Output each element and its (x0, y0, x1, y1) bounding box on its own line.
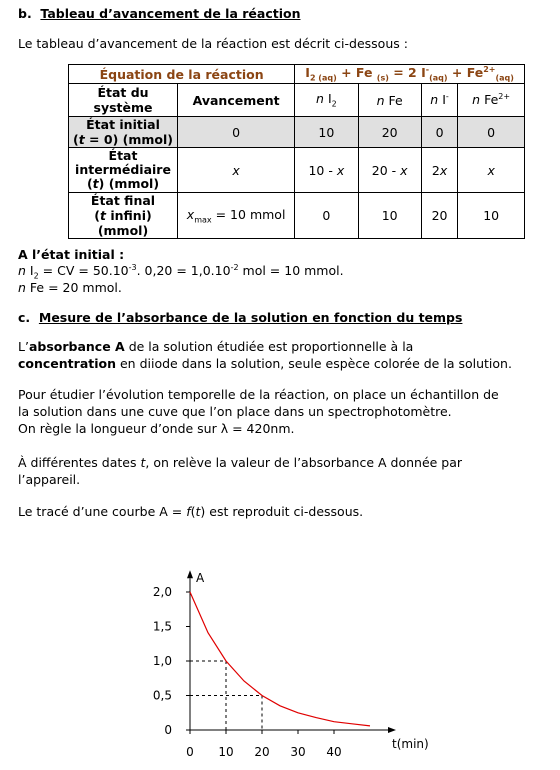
header-n-fe: n Fe (358, 84, 421, 117)
row-intermediate-label: État intermédiaire (t) (mmol) (69, 148, 178, 193)
equation-label: Équation de la réaction (69, 65, 295, 84)
y-axis-arrow (187, 570, 193, 578)
initial-state-heading: A l’état initial : (18, 247, 125, 262)
row-final-cell: 0 (295, 193, 358, 239)
header-n-fe2: n $Fe^{2+}$ (458, 84, 525, 117)
row-intermediate-avancement: x (178, 148, 295, 193)
progress-table (68, 64, 525, 239)
paragraph-spectro: Pour étudier l’évolution temporelle de la réaction, on place un échantillon de la solution dans une cuve que l’on place dans un spectrophotomètre. On règle la longueur d’onde sur λ = 420nm. (18, 387, 499, 436)
table-intro: Le tableau d’avancement de la réaction est décrit ci-dessous : (18, 36, 408, 51)
row-intermediate-cell: 2x (421, 148, 457, 193)
x-axis-arrow (388, 727, 396, 733)
absorbance-curve (190, 592, 370, 726)
section-c-letter: c. (18, 310, 31, 325)
section-b-letter: b. (18, 6, 32, 21)
initial-state-line1: n $I_2$ = CV = $50.10^{-3}$. $0,20 = 1,0.10^{-2}$ mol = 10 mmol. (18, 263, 344, 281)
y-axis-label: A (196, 571, 205, 586)
header-n-iminus: n I- (421, 84, 457, 117)
header-n-i2: n $I_2$ (295, 84, 358, 117)
x-tick-label: 40 (326, 745, 342, 759)
row-initial-cell: 0 (421, 117, 457, 148)
y-tick-label: 0 (164, 723, 172, 737)
header-avancement: Avancement (178, 84, 295, 117)
header-etat: État du système (69, 84, 178, 117)
x-tick-label: 10 (218, 745, 234, 759)
row-intermediate-cell: 20 - x (358, 148, 421, 193)
section-c-title: Mesure de l’absorbance de la solution en fonction du temps (38, 310, 463, 325)
equation: $I_{2 (aq)} + Fe$ $_{(s)}$ = 2 $I^-_{(aq)} + Fe^{2+}_{(aq)}$ (295, 65, 525, 84)
row-final-cell: 10 (458, 193, 525, 239)
x-tick-label: 30 (290, 745, 306, 759)
row-initial-label: État initial (t = 0) (mmol) (69, 117, 178, 148)
row-final-cell: 10 (358, 193, 421, 239)
x-tick-label: 20 (254, 745, 270, 759)
section-b-title: Tableau d’avancement de la réaction (40, 6, 301, 21)
row-initial-cell: 10 (295, 117, 358, 148)
paragraph-dates: À différentes dates t, on relève la valeur de l’absorbance A donnée par l’appareil. (18, 455, 463, 487)
row-initial-avancement: 0 (178, 117, 295, 148)
row-intermediate-cell: x (458, 148, 525, 193)
x-axis-label: t(min) (392, 737, 429, 751)
paragraph-curve: Le tracé d’une courbe A = f(t) est reproduit ci-dessous. (18, 504, 364, 519)
section-b-heading (18, 6, 300, 21)
y-tick-label: 1,0 (152, 654, 172, 668)
section-c-heading (18, 310, 462, 325)
y-tick-label: 2,0 (152, 585, 172, 599)
row-intermediate-cell: 10 - x (295, 148, 358, 193)
row-initial-cell: 0 (458, 117, 525, 148)
y-tick-label: 1,5 (152, 619, 172, 634)
paragraph-absorbance: L’absorbance A de la solution étudiée est proportionnelle à la concentration en diiode dans la solution, seule espèce colorée de la solution. (18, 339, 512, 371)
row-final-avancement: $x_{max} = 10$ mmol (178, 193, 295, 239)
y-tick-label: 0,5 (152, 688, 172, 703)
x-tick-label: 0 (186, 745, 194, 759)
row-initial-cell: 20 (358, 117, 421, 148)
row-final-label: État final (t infini) (mmol) (69, 193, 178, 239)
absorbance-chart (0, 530, 560, 770)
initial-state-line2: n Fe = 20 mmol. (18, 280, 122, 295)
row-final-cell: 20 (421, 193, 457, 239)
